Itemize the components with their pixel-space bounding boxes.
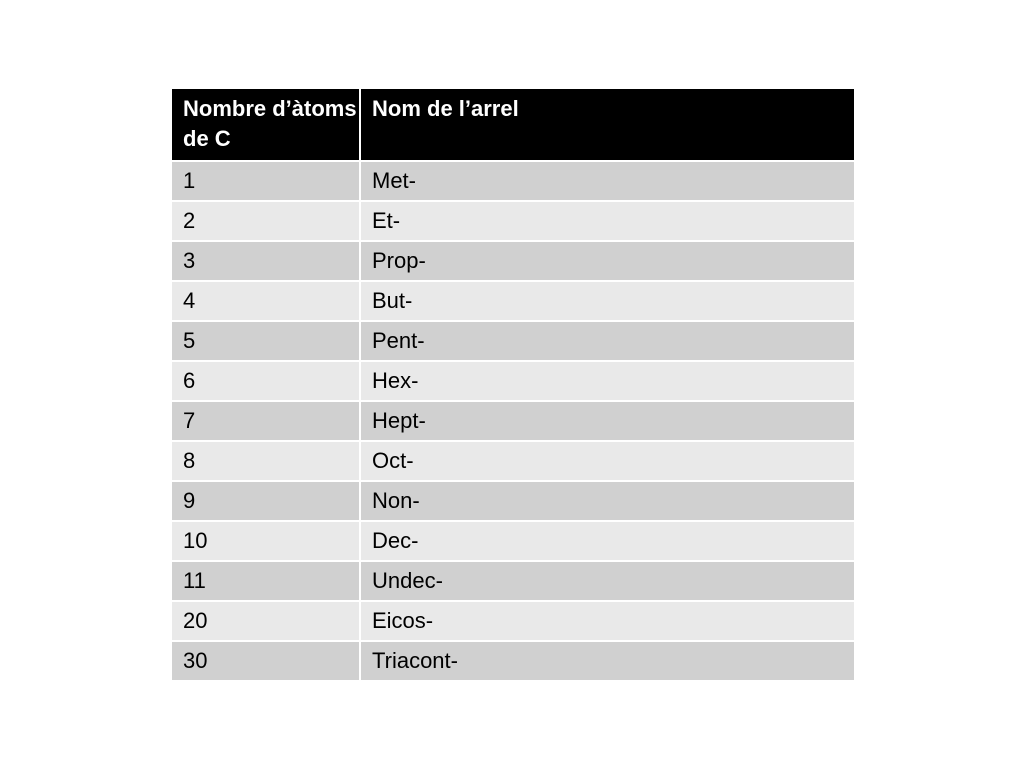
cell-carbon-count: 3 bbox=[171, 241, 360, 281]
prefix-table-container bbox=[170, 87, 854, 682]
cell-root-name: Dec- bbox=[360, 521, 855, 561]
table-body bbox=[171, 161, 855, 681]
table-row bbox=[171, 601, 855, 641]
cell-carbon-count: 30 bbox=[171, 641, 360, 681]
table-header bbox=[171, 88, 855, 161]
header-carbon-count: Nombre d’àtoms de C bbox=[171, 88, 360, 161]
table-row bbox=[171, 481, 855, 521]
cell-carbon-count: 20 bbox=[171, 601, 360, 641]
cell-carbon-count: 1 bbox=[171, 161, 360, 201]
table-row bbox=[171, 201, 855, 241]
cell-root-name: Eicos- bbox=[360, 601, 855, 641]
table-row bbox=[171, 361, 855, 401]
cell-carbon-count: 8 bbox=[171, 441, 360, 481]
cell-root-name: Hex- bbox=[360, 361, 855, 401]
cell-root-name: Undec- bbox=[360, 561, 855, 601]
cell-root-name: But- bbox=[360, 281, 855, 321]
cell-carbon-count: 4 bbox=[171, 281, 360, 321]
cell-root-name: Oct- bbox=[360, 441, 855, 481]
cell-carbon-count: 5 bbox=[171, 321, 360, 361]
table-row bbox=[171, 441, 855, 481]
carbon-prefix-table bbox=[170, 87, 856, 682]
cell-carbon-count: 6 bbox=[171, 361, 360, 401]
cell-carbon-count: 11 bbox=[171, 561, 360, 601]
cell-root-name: Pent- bbox=[360, 321, 855, 361]
cell-root-name: Et- bbox=[360, 201, 855, 241]
cell-carbon-count: 10 bbox=[171, 521, 360, 561]
header-root-name: Nom de l’arrel bbox=[360, 88, 855, 161]
cell-carbon-count: 9 bbox=[171, 481, 360, 521]
table-row bbox=[171, 641, 855, 681]
table-row bbox=[171, 561, 855, 601]
cell-carbon-count: 2 bbox=[171, 201, 360, 241]
table-row bbox=[171, 281, 855, 321]
cell-root-name: Non- bbox=[360, 481, 855, 521]
table-row bbox=[171, 321, 855, 361]
cell-root-name: Hept- bbox=[360, 401, 855, 441]
cell-carbon-count: 7 bbox=[171, 401, 360, 441]
table-row bbox=[171, 161, 855, 201]
cell-root-name: Prop- bbox=[360, 241, 855, 281]
header-row bbox=[171, 88, 855, 161]
cell-root-name: Met- bbox=[360, 161, 855, 201]
table-row bbox=[171, 521, 855, 561]
table-row bbox=[171, 241, 855, 281]
table-row bbox=[171, 401, 855, 441]
cell-root-name: Triacont- bbox=[360, 641, 855, 681]
